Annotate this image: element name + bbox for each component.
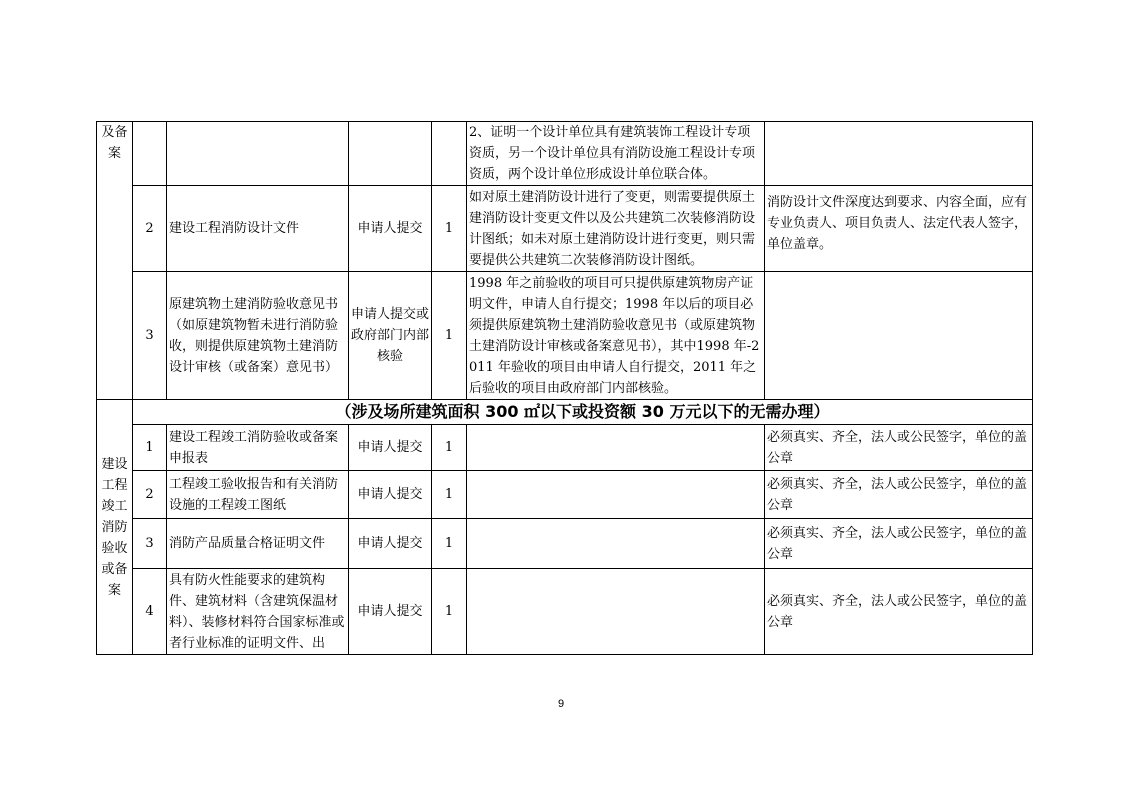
- material-name: 建设工程消防设计文件: [167, 186, 349, 272]
- material-requirement: [467, 569, 765, 655]
- material-requirement: 2、证明一个设计单位具有建筑装饰工程设计专项资质，另一个设计单位具有消防设施工程设计专项资质，两个设计单位形成设计单位联合体。: [467, 122, 765, 186]
- material-requirement: 1998 年之前验收的项目可只提供原建筑物房产证明文件，申请人自行提交；1998 年以后的项目必须提供原建筑物土建消防验收意见书（或原建筑物土建消防设计审核或备案意见书），其中1998 年-2011 年验收的项目由申请人自行提交，2011 年之后验收的项目由政府部门内部核验。: [467, 272, 765, 400]
- table-row: [97, 186, 1033, 272]
- page-number: 9: [557, 698, 565, 710]
- item-number: 1: [133, 425, 167, 471]
- material-name: 工程竣工验收报告和有关消防设施的工程竣工图纸: [167, 471, 349, 519]
- review-standard: [765, 272, 1033, 400]
- table-row: [97, 519, 1033, 569]
- exemption-notice: （涉及场所建筑面积 300 ㎡以下或投资额 30 万元以下的无需办理）: [133, 400, 1033, 425]
- material-source: 申请人提交或政府部门内部核验: [349, 272, 432, 400]
- copy-count: 1: [432, 519, 467, 569]
- table-row: [97, 122, 1033, 186]
- item-number: 3: [133, 519, 167, 569]
- review-standard: 必须真实、齐全，法人或公民签字，单位的盖公章: [765, 471, 1033, 519]
- material-source: 申请人提交: [349, 569, 432, 655]
- material-source: 申请人提交: [349, 519, 432, 569]
- copy-count: [432, 122, 467, 186]
- copy-count: 1: [432, 569, 467, 655]
- copy-count: 1: [432, 272, 467, 400]
- table-row: [97, 272, 1033, 400]
- review-standard: 必须真实、齐全，法人或公民签字，单位的盖公章: [765, 519, 1033, 569]
- copy-count: 1: [432, 425, 467, 471]
- table-row: [97, 425, 1033, 471]
- material-source: 申请人提交: [349, 471, 432, 519]
- material-requirement: [467, 471, 765, 519]
- material-name: 消防产品质量合格证明文件: [167, 519, 349, 569]
- material-name: [167, 122, 349, 186]
- material-name: 原建筑物土建消防验收意见书（如原建筑物暂未进行消防验收，则提供原建筑物土建消防设计审核（或备案）意见书）: [167, 272, 349, 400]
- copy-count: 1: [432, 471, 467, 519]
- material-requirement: [467, 519, 765, 569]
- item-number: 4: [133, 569, 167, 655]
- material-source: 申请人提交: [349, 186, 432, 272]
- review-standard: 必须真实、齐全，法人或公民签字，单位的盖公章: [765, 569, 1033, 655]
- review-standard: 消防设计文件深度达到要求、内容全面，应有专业负责人、项目负责人、法定代表人签字，单位盖章。: [765, 186, 1033, 272]
- material-name: 建设工程竣工消防验收或备案申报表: [167, 425, 349, 471]
- material-name: 具有防火性能要求的建筑构件、建筑材料（含建筑保温材料）、装修材料符合国家标准或者行业标准的证明文件、出: [169, 572, 345, 651]
- material-source: [349, 122, 432, 186]
- material-requirement: 如对原土建消防设计进行了变更，则需要提供原土建消防设计变更文件以及公共建筑二次装修消防设计图纸；如未对原土建消防设计进行变更，则只需要提供公共建筑二次装修消防设计图纸。: [467, 186, 765, 272]
- category-cell: 建设工程竣工消防验收或备案: [97, 400, 133, 655]
- copy-count: 1: [432, 186, 467, 272]
- review-standard: [765, 122, 1033, 186]
- review-standard: 必须真实、齐全，法人或公民签字，单位的盖公章: [765, 425, 1033, 471]
- table-row: [97, 471, 1033, 519]
- item-number: 2: [133, 186, 167, 272]
- material-requirement: [467, 425, 765, 471]
- category-cell: 及备案: [97, 122, 133, 400]
- item-number: 2: [133, 471, 167, 519]
- materials-table: [96, 121, 1033, 655]
- item-number: [133, 122, 167, 186]
- material-source: 申请人提交: [349, 425, 432, 471]
- notice-row: [97, 400, 1033, 425]
- table-row: [97, 569, 1033, 655]
- item-number: 3: [133, 272, 167, 400]
